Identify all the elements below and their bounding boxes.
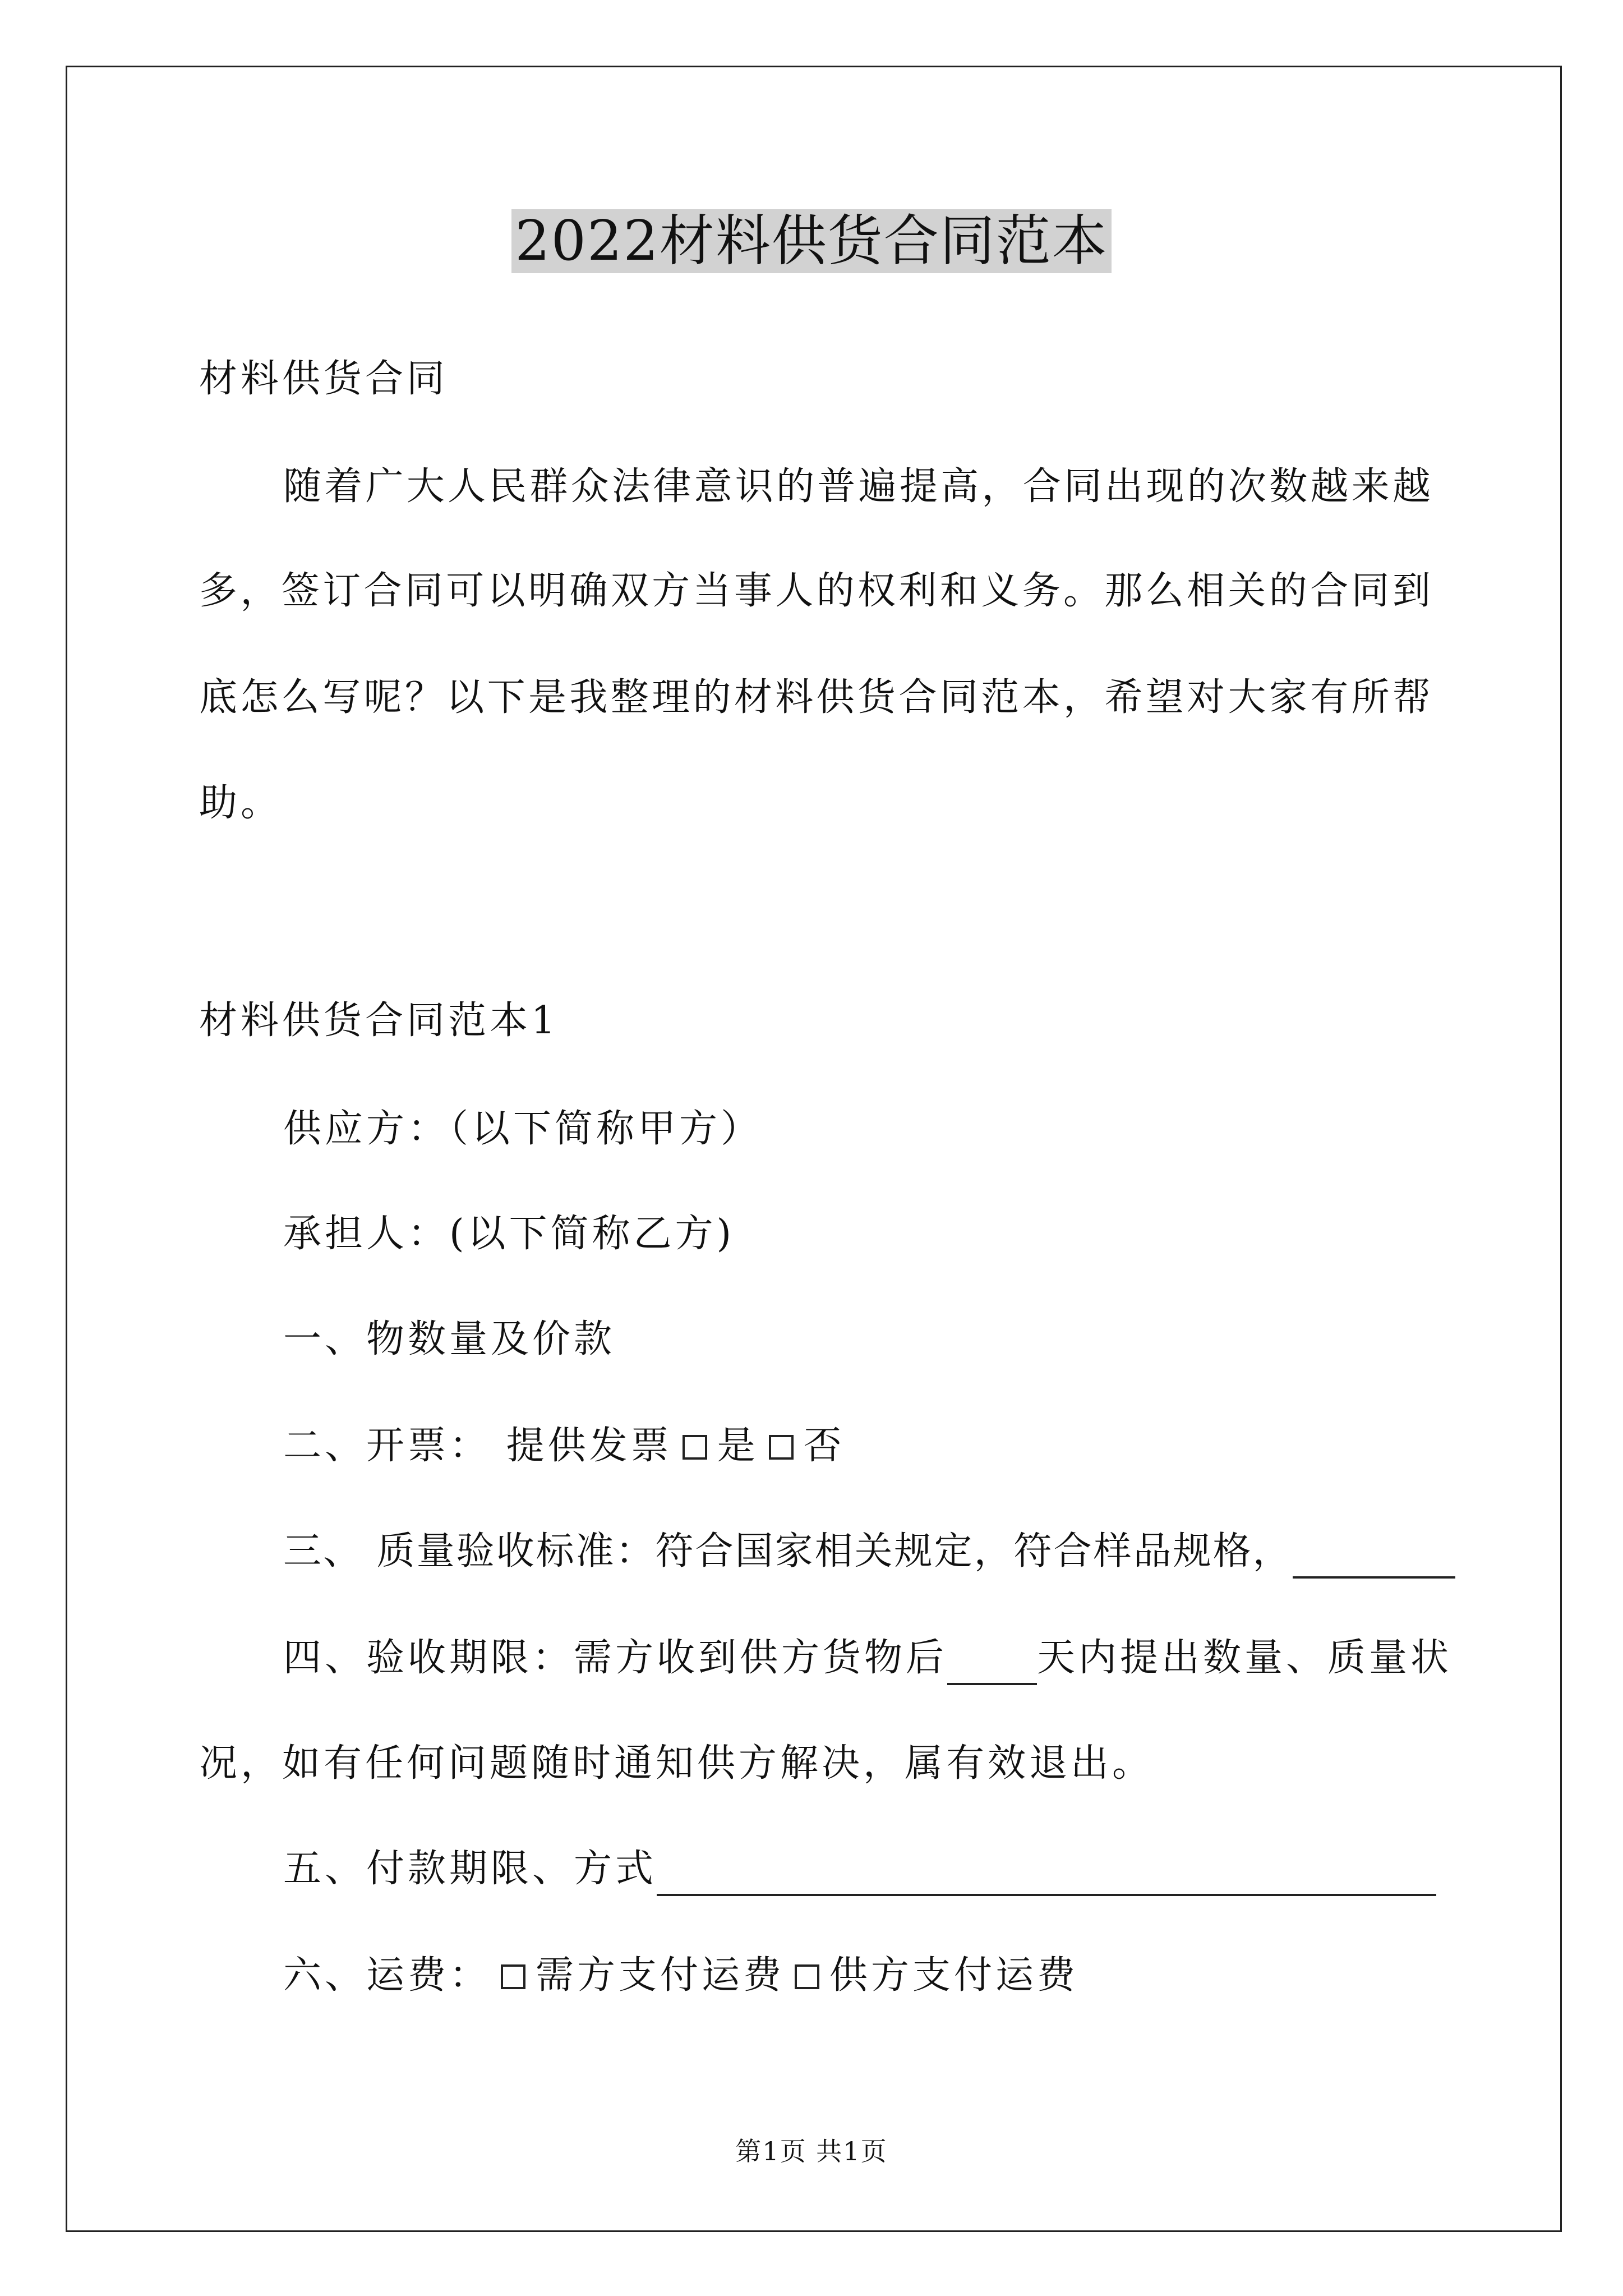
freight-buyer-checkbox xyxy=(501,1964,525,1989)
clause-3 xyxy=(283,1525,1455,1579)
intro-line-3: 底怎么写呢？以下是我整理的材料供货合同范本，希望对大家有所帮 xyxy=(199,675,1431,720)
section-title: 材料供货合同范本1 xyxy=(199,999,559,1043)
clause-5 xyxy=(283,1842,1436,1896)
page-footer: 第1页 共1页 xyxy=(735,2136,888,2166)
invoice-no-checkbox xyxy=(769,1435,794,1460)
freight-seller-label: 供方支付运费 xyxy=(829,1953,1079,1998)
document-title xyxy=(0,202,1623,280)
invoice-no-label: 否 xyxy=(803,1424,845,1468)
invoice-yes-checkbox xyxy=(683,1435,707,1460)
undertaker-line: 承担人：(以下简称乙方) xyxy=(283,1212,735,1256)
clause-4-part-a: 四、验收期限：需方收到供方货物后 xyxy=(283,1636,948,1680)
clause-6 xyxy=(283,1949,1078,2003)
clause-1: 一、物数量及价款 xyxy=(283,1317,616,1361)
invoice-yes-label: 是 xyxy=(717,1424,759,1468)
clause-2-label: 二、开票： 提供发票 xyxy=(283,1424,672,1468)
clause-3-text: 三、 质量验收标准：符合国家相关规定，符合样品规格， xyxy=(283,1529,1293,1573)
freight-buyer-label: 需方支付运费 xyxy=(536,1953,785,1998)
clause-4-days-blank xyxy=(947,1648,1037,1685)
clause-4-line-1 xyxy=(283,1631,1452,1685)
clause-3-blank xyxy=(1293,1542,1455,1579)
clause-2 xyxy=(283,1419,845,1473)
intro-line-2: 多，签订合同可以明确双方当事人的权利和义务。那么相关的合同到 xyxy=(199,569,1431,613)
clause-4-line-2: 况，如有任何问题随时通知供方解决，属有效退出。 xyxy=(199,1741,1154,1786)
document-title-text: 2022材料供货合同范本 xyxy=(511,209,1111,273)
freight-seller-checkbox xyxy=(795,1964,819,1989)
clause-5-text: 五、付款期限、方式 xyxy=(283,1847,657,1891)
clause-4-part-b: 天内提出数量、质量状 xyxy=(1037,1636,1453,1680)
clause-5-blank xyxy=(657,1859,1436,1896)
heading: 材料供货合同 xyxy=(199,357,449,401)
intro-line-1: 随着广大人民群众法律意识的普遍提高，合同出现的次数越来越 xyxy=(283,464,1431,509)
intro-line-4: 助。 xyxy=(199,781,283,825)
clause-6-label: 六、运费： xyxy=(283,1953,491,1998)
supplier-line: 供应方：（以下简称甲方） xyxy=(283,1107,763,1151)
